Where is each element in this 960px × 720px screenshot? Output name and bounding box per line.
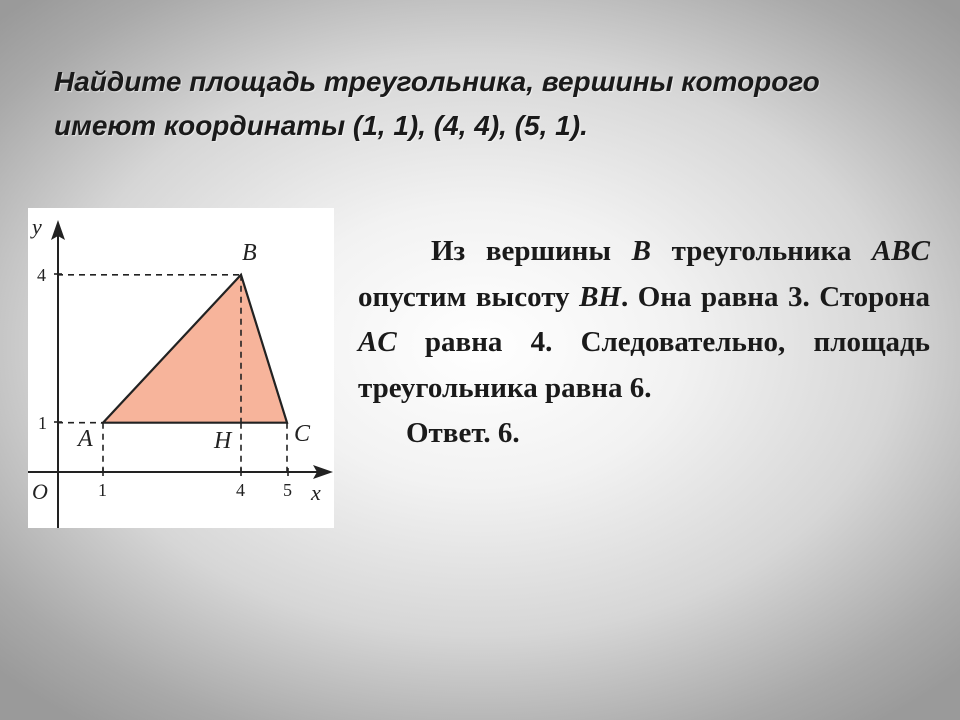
solution-text-part: треугольника xyxy=(651,235,872,267)
tick-label-y-1: 1 xyxy=(38,413,47,433)
height-bh-ref: BH xyxy=(579,280,621,313)
triangle-diagram xyxy=(28,208,334,528)
solution-text-part: . Она равна 3. Сторона xyxy=(620,280,930,313)
side-ac-ref: AC xyxy=(358,326,397,358)
tick-label-x-4: 4 xyxy=(236,480,245,500)
solution-text-part: опустим высоту xyxy=(358,280,580,313)
point-label-a: A xyxy=(78,426,93,452)
coordinate-figure xyxy=(28,208,334,528)
answer-line: Ответ. 6. xyxy=(406,417,520,449)
point-label-b: B xyxy=(242,240,257,266)
solution-text-part: равна 4. Следовательно, площадь треугольника равна 6. xyxy=(358,326,930,404)
vertex-b-ref: B xyxy=(631,235,651,267)
solution-text-part: Из вершины xyxy=(431,235,632,267)
tick-label-y-4: 4 xyxy=(37,265,46,285)
x-axis-label: x xyxy=(311,480,321,505)
tick-label-x-5: 5 xyxy=(283,480,292,500)
solution-paragraph xyxy=(358,229,930,411)
point-label-h: H xyxy=(214,428,232,454)
y-axis-label: y xyxy=(32,214,42,239)
solution-text xyxy=(358,229,930,457)
origin-label: O xyxy=(32,479,48,504)
triangle-abc xyxy=(103,275,287,423)
triangle-abc-ref: ABC xyxy=(871,235,930,267)
point-label-c: C xyxy=(294,421,311,447)
tick-label-x-1: 1 xyxy=(98,480,107,500)
problem-statement: Найдите площадь треугольника, вершины которого имеют координаты (1, 1), (4, 4), (5, 1). xyxy=(54,66,820,141)
